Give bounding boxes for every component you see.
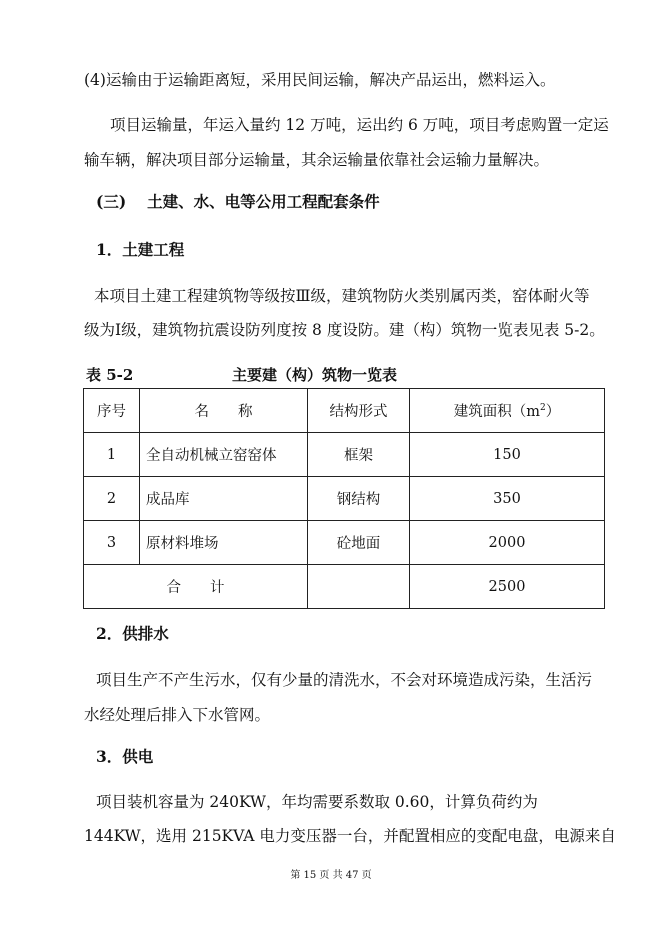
heading-civil-engineering: 1．土建工程 [96,240,185,259]
cell-name: 成品库 [140,477,308,521]
paragraph-power-line1: 项目装机容量为 240KW，年均需要系数取 0.60，计算负荷约为 [96,793,538,811]
heading-water-supply: 2．供排水 [96,624,169,643]
cell-area: 150 [410,433,605,477]
header-structure: 结构形式 [308,389,410,433]
paragraph-transport-volume-line1: 项目运输量，年运入量约 12 万吨，运出约 6 万吨，项目考虑购置一定运 [110,116,609,134]
header-area-close: ） [545,404,561,420]
paragraph-civil-line2: 级为Ⅰ级，建筑物抗震设防列度按 8 度设防。建（构）筑物一览表见表 5-2。 [84,321,605,339]
paragraph-water-line2: 水经处理后排入下水管网。 [84,706,271,724]
cell-index: 2 [84,477,140,521]
cell-index: 3 [84,521,140,565]
paragraph-transport-volume-line2: 输车辆，解决项目部分运输量，其余运输量依靠社会运输力量解决。 [84,151,550,169]
header-area-text: 建筑面积（m [453,404,540,420]
header-name: 名 称 [140,389,308,433]
paragraph-power-line2: 144KW，选用 215KVA 电力变压器一台，并配置相应的变配电盘，电源来自 [84,827,616,845]
cell-total-label: 合 计 [84,565,308,609]
header-index: 序号 [84,389,140,433]
cell-total-area: 2500 [410,565,605,609]
cell-area: 2000 [410,521,605,565]
table-number: 表 5-2 [86,366,134,384]
paragraph-civil-line1: 本项目土建工程建筑物等级按Ⅲ级，建筑物防火类别属丙类，窑体耐火等 [94,287,590,305]
cell-structure: 框架 [308,433,410,477]
table-header-row [84,389,605,433]
cell-area: 350 [410,477,605,521]
cell-structure: 砼地面 [308,521,410,565]
table-row [84,521,605,565]
cell-structure: 钢结构 [308,477,410,521]
table-row [84,477,605,521]
heading-power-supply: 3．供电 [96,747,154,766]
page-number-footer: 第 15 页 共 47 页 [290,870,372,881]
section-heading-utilities: (三) 土建、水、电等公用工程配套条件 [96,192,380,211]
table-title: 主要建（构）筑物一览表 [232,366,398,384]
cell-name: 原材料堆场 [140,521,308,565]
paragraph-water-line1: 项目生产不产生污水，仅有少量的清洗水，不会对环境造成污染，生活污 [96,671,593,689]
cell-total-structure [308,565,410,609]
table-row [84,433,605,477]
table-total-row [84,565,605,609]
cell-index: 1 [84,433,140,477]
buildings-table [83,388,605,609]
paragraph-transport-method: (4)运输由于运输距离短，采用民间运输，解决产品运出，燃料运入。 [84,71,556,89]
cell-name: 全自动机械立窑窑体 [140,433,308,477]
header-area [410,389,605,433]
header-area-superscript: 2 [540,403,546,414]
